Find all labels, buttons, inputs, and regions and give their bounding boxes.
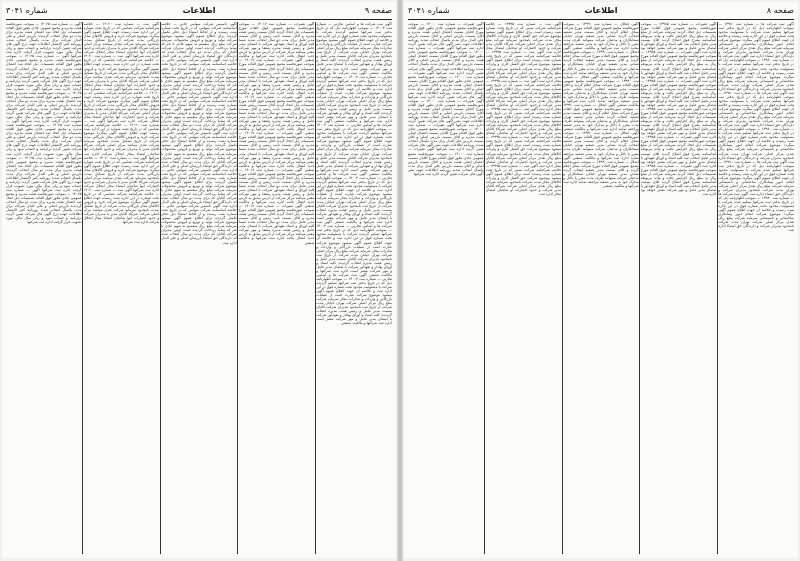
left-header-rule bbox=[6, 19, 392, 20]
center-gutter bbox=[397, 0, 403, 561]
left-newspaper-title: اطلاعات bbox=[182, 6, 216, 15]
column-separator bbox=[160, 22, 161, 554]
right-column-2 bbox=[641, 22, 717, 554]
column-separator bbox=[484, 22, 485, 554]
left-columns bbox=[6, 22, 392, 554]
left-issue-number: شماره ۳۰۴۱ bbox=[6, 6, 48, 15]
right-header-rule bbox=[408, 19, 794, 20]
right-page bbox=[404, 2, 798, 558]
left-column-2 bbox=[239, 22, 315, 554]
left-column-4 bbox=[84, 22, 160, 554]
right-page-header bbox=[408, 5, 794, 17]
right-column-3 bbox=[563, 22, 639, 554]
column-text: آگهی ثبت شرکت ها — شماره ثبت ۱۳۹۸۰ — بموجب اظهارنامه ذیل که در تاریخ بدفتر ثبت شرکتها تسلیم شده شرکت با مسئولیت محدود تحت شماره فوق در این اداره بثبت رسیده و خلاصه آن جهت اطلاع عموم آگهی میگردد موضوع شرکت انجام امور پیمانکاری ساختمانی و تاسیساتی سرمایه شرکت مبلغ ریال نقدی مرکز اصلی شرکت تهران مدت شرکت نامحدود مدیران شرکت و دارندگان حق امضاء اداره ثبت آگهی ثبت شرکت ها — شماره ثبت ۱۳۹۸۰ — بموجب اظهارنامه ذیل که در تاریخ بدفتر ثبت شرکتها تسلیم شده شرکت با مسئولیت محدود تحت شماره فوق در این اداره بثبت رسیده و خلاصه آن جهت اطلاع عموم آگهی میگردد موضوع شرکت انجام امور پیمانکاری ساختمانی و تاسیساتی سرمایه شرکت مبلغ ریال نقدی مرکز اصلی شرکت تهران مدت شرکت نامحدود مدیران شرکت و دارندگان حق امضاء اداره ثبت آگهی ثبت شرکت ها — شماره ثبت ۱۳۹۸۰ — بموجب اظهارنامه ذیل که در تاریخ بدفتر ثبت شرکتها تسلیم شده شرکت با مسئولیت محدود تحت شماره فوق در این اداره بثبت رسیده و خلاصه آن جهت اطلاع عموم آگهی میگردد موضوع شرکت انجام امور پیمانکاری ساختمانی و تاسیساتی سرمایه شرکت مبلغ ریال نقدی مرکز اصلی شرکت تهران مدت شرکت نامحدود مدیران شرکت و دارندگان حق امضاء اداره ثبت آگهی ثبت شرکت ها — شماره ثبت ۱۳۹۸۰ — بموجب اظهارنامه ذیل که در تاریخ بدفتر ثبت شرکتها تسلیم شده شرکت با مسئولیت محدود تحت شماره فوق در این اداره بثبت رسیده و خلاصه آن جهت اطلاع عموم آگهی میگردد موضوع شرکت انجام امور پیمانکاری ساختمانی و تاسیساتی سرمایه شرکت مبلغ ریال نقدی مرکز اصلی شرکت تهران مدت شرکت نامحدود مدیران شرکت و دارندگان حق امضاء اداره ثبت آگهی ثبت شرکت ها — شماره ثبت ۱۳۹۸۰ — بموجب اظهارنامه ذیل که در تاریخ بدفتر ثبت شرکتها تسلیم شده شرکت با مسئولیت محدود تحت شماره فوق در این اداره بثبت رسیده و خلاصه آن جهت اطلاع عموم آگهی میگردد موضوع شرکت انجام امور پیمانکاری ساختمانی و تاسیساتی سرمایه شرکت مبلغ ریال نقدی مرکز اصلی شرکت تهران مدت شرکت نامحدود مدیران شرکت و دارندگان حق امضاء اداره ثبت آگهی ثبت شرکت ها — شماره ثبت ۱۳۹۸۰ — بموجب اظهارنامه ذیل که در تاریخ بدفتر ثبت شرکتها تسلیم شده شرکت با مسئولیت محدود تحت شماره فوق در این اداره بثبت رسیده و خلاصه آن جهت اطلاع عموم آگهی میگردد موضوع شرکت انجام امور پیمانکاری ساختمانی و تاسیساتی سرمایه شرکت مبلغ ریال نقدی مرکز اصلی شرکت تهران مدت شرکت نامحدود مدیران شرکت و دارندگان حق امضاء اداره ثبت bbox=[718, 22, 794, 233]
column-separator bbox=[717, 22, 718, 554]
column-text: آگهی ثبت — شماره ثبت ۱۴۰۲۰ — خلاصه شرکتنامه شرکت تضامنی که در تاریخ تحت شماره در این اداره بثبت رسیده جهت اطلاع عموم آگهی میگردد موضوع شرکت خرید و فروش کالاهای مجاز بازرگانی مدت شرکت از تاریخ تشکیل بمدت نامحدود سرمایه شرکت نقدی میباشد مرکز اصلی شرکت شرکاء آقایان مدیر یا مدیران شرکت و حدود اختیارات آنها صاحبان امضاء مجاز انحلال شرکت اداره ثبت شرکتها آگهی ثبت — شماره ثبت ۱۴۰۲۰ — خلاصه شرکتنامه شرکت تضامنی که در تاریخ تحت شماره در این اداره بثبت رسیده جهت اطلاع عموم آگهی میگردد موضوع شرکت خرید و فروش کالاهای مجاز بازرگانی مدت شرکت از تاریخ تشکیل بمدت نامحدود سرمایه شرکت نقدی میباشد مرکز اصلی شرکت شرکاء آقایان مدیر یا مدیران شرکت و حدود اختیارات آنها صاحبان امضاء مجاز انحلال شرکت اداره ثبت شرکتها آگهی ثبت — شماره ثبت ۱۴۰۲۰ — خلاصه شرکتنامه شرکت تضامنی که در تاریخ تحت شماره در این اداره بثبت رسیده جهت اطلاع عموم آگهی میگردد موضوع شرکت خرید و فروش کالاهای مجاز بازرگانی مدت شرکت از تاریخ تشکیل بمدت نامحدود سرمایه شرکت نقدی میباشد مرکز اصلی شرکت شرکاء آقایان مدیر یا مدیران شرکت و حدود اختیارات آنها صاحبان امضاء مجاز انحلال شرکت اداره ثبت شرکتها آگهی ثبت — شماره ثبت ۱۴۰۲۰ — خلاصه شرکتنامه شرکت تضامنی که در تاریخ تحت شماره در این اداره بثبت رسیده جهت اطلاع عموم آگهی میگردد موضوع شرکت خرید و فروش کالاهای مجاز بازرگانی مدت شرکت از تاریخ تشکیل بمدت نامحدود سرمایه شرکت نقدی میباشد مرکز اصلی شرکت شرکاء آقایان مدیر یا مدیران شرکت و حدود اختیارات آنها صاحبان امضاء مجاز انحلال شرکت اداره ثبت شرکتها آگهی ثبت — شماره ثبت ۱۴۰۲۰ — خلاصه شرکتنامه شرکت تضامنی که در تاریخ تحت شماره در این اداره بثبت رسیده جهت اطلاع عموم آگهی میگردد موضوع شرکت خرید و فروش کالاهای مجاز بازرگانی مدت شرکت از تاریخ تشکیل بمدت نامحدود سرمایه شرکت نقدی میباشد مرکز اصلی شرکت شرکاء آقایان مدیر یا مدیران شرکت و حدود اختیارات آنها صاحبان امضاء مجاز انحلال شرکت اداره ثبت شرکتها آگهی ثبت — شماره ثبت ۱۴۰۲۰ — خلاصه شرکتنامه شرکت تضامنی که در تاریخ تحت شماره در این اداره بثبت رسیده جهت اطلاع عموم آگهی میگردد موضوع شرکت خرید و فروش کالاهای مجاز بازرگانی مدت شرکت از تاریخ تشکیل بمدت نامحدود سرمایه شرکت نقدی میباشد مرکز اصلی شرکت شرکاء آقایان مدیر یا مدیران شرکت و حدود اختیارات آنها صاحبان امضاء مجاز انحلال شرکت اداره ثبت شرکتها bbox=[83, 22, 160, 225]
column-text: آگهی — شماره ثبت ۱۴۰۲۵ — بموجب صورتجلسه هیئت مدیره و مجمع عمومی عادی بطور فوق العاده تصمیمات ذیل اتخاذ شد اعضای هیئت مدیره برای مدت دو سال انتخاب گردیدند بازرس اصلی و علی البدل شرکت برای مدت یکسال انتخاب شدند روزنامه کثیر الانتشار اطلاعات جهت درج آگهی های شرکت تعیین گردید ترازنامه و حساب سود و زیان سال مالی مورد تصویب قرار گرفت اداره ثبت شرکتها آگهی — شماره ثبت ۱۴۰۲۵ — بموجب صورتجلسه هیئت مدیره و مجمع عمومی عادی بطور فوق العاده تصمیمات ذیل اتخاذ شد اعضای هیئت مدیره برای مدت دو سال انتخاب گردیدند بازرس اصلی و علی البدل شرکت برای مدت یکسال انتخاب شدند روزنامه کثیر الانتشار اطلاعات جهت درج آگهی های شرکت تعیین گردید ترازنامه و حساب سود و زیان سال مالی مورد تصویب قرار گرفت اداره ثبت شرکتها آگهی — شماره ثبت ۱۴۰۲۵ — بموجب صورتجلسه هیئت مدیره و مجمع عمومی عادی بطور فوق العاده تصمیمات ذیل اتخاذ شد اعضای هیئت مدیره برای مدت دو سال انتخاب گردیدند بازرس اصلی و علی البدل شرکت برای مدت یکسال انتخاب شدند روزنامه کثیر الانتشار اطلاعات جهت درج آگهی های شرکت تعیین گردید ترازنامه و حساب سود و زیان سال مالی مورد تصویب قرار گرفت اداره ثبت شرکتها آگهی — شماره ثبت ۱۴۰۲۵ — بموجب صورتجلسه هیئت مدیره و مجمع عمومی عادی بطور فوق العاده تصمیمات ذیل اتخاذ شد اعضای هیئت مدیره برای مدت دو سال انتخاب گردیدند بازرس اصلی و علی البدل شرکت برای مدت یکسال انتخاب شدند روزنامه کثیر الانتشار اطلاعات جهت درج آگهی های شرکت تعیین گردید ترازنامه و حساب سود و زیان سال مالی مورد تصویب قرار گرفت اداره ثبت شرکتها آگهی — شماره ثبت ۱۴۰۲۵ — بموجب صورتجلسه هیئت مدیره و مجمع عمومی عادی بطور فوق العاده تصمیمات ذیل اتخاذ شد اعضای هیئت مدیره برای مدت دو سال انتخاب گردیدند بازرس اصلی و علی البدل شرکت برای مدت یکسال انتخاب شدند روزنامه کثیر الانتشار اطلاعات جهت درج آگهی های شرکت تعیین گردید ترازنامه و حساب سود و زیان سال مالی مورد تصویب قرار گرفت اداره ثبت شرکتها آگهی — شماره ثبت ۱۴۰۲۵ — بموجب صورتجلسه هیئت مدیره و مجمع عمومی عادی بطور فوق العاده تصمیمات ذیل اتخاذ شد اعضای هیئت مدیره برای مدت دو سال انتخاب گردیدند بازرس اصلی و علی البدل شرکت برای مدت یکسال انتخاب شدند روزنامه کثیر الانتشار اطلاعات جهت درج آگهی های شرکت تعیین گردید ترازنامه و حساب سود و زیان سال مالی مورد تصویب قرار گرفت اداره ثبت شرکتها bbox=[6, 22, 82, 225]
column-text: آگهی تأسیس شرکت سهامی خاص — خلاصه اساسنامه شرکت سهامی که در تاریخ تحت شماره بثبت رسیده و از لحاظ امضاء ذیل دفاتر تکمیل گردیده برای اطلاع عموم آگهی میشود موضوع شرکت تولید و توزیع و فروش محصولات سرمایه شرکت مبلغ ریال منقسم به سهم عادی با نام که تماما پرداخت گردیده است اولین مدیران شرکت آقایان که برای مدت دو سال انتخاب شده اند دارندگان حق امضاء بازرسان اصلی و علی البدل اداره ثبت آگهی تأسیس شرکت سهامی خاص — خلاصه اساسنامه شرکت سهامی که در تاریخ تحت شماره بثبت رسیده و از لحاظ امضاء ذیل دفاتر تکمیل گردیده برای اطلاع عموم آگهی میشود موضوع شرکت تولید و توزیع و فروش محصولات سرمایه شرکت مبلغ ریال منقسم به سهم عادی با نام که تماما پرداخت گردیده است اولین مدیران شرکت آقایان که برای مدت دو سال انتخاب شده اند دارندگان حق امضاء بازرسان اصلی و علی البدل اداره ثبت آگهی تأسیس شرکت سهامی خاص — خلاصه اساسنامه شرکت سهامی که در تاریخ تحت شماره بثبت رسیده و از لحاظ امضاء ذیل دفاتر تکمیل گردیده برای اطلاع عموم آگهی میشود موضوع شرکت تولید و توزیع و فروش محصولات سرمایه شرکت مبلغ ریال منقسم به سهم عادی با نام که تماما پرداخت گردیده است اولین مدیران شرکت آقایان که برای مدت دو سال انتخاب شده اند دارندگان حق امضاء بازرسان اصلی و علی البدل اداره ثبت آگهی تأسیس شرکت سهامی خاص — خلاصه اساسنامه شرکت سهامی که در تاریخ تحت شماره بثبت رسیده و از لحاظ امضاء ذیل دفاتر تکمیل گردیده برای اطلاع عموم آگهی میشود موضوع شرکت تولید و توزیع و فروش محصولات سرمایه شرکت مبلغ ریال منقسم به سهم عادی با نام که تماما پرداخت گردیده است اولین مدیران شرکت آقایان که برای مدت دو سال انتخاب شده اند دارندگان حق امضاء بازرسان اصلی و علی البدل اداره ثبت آگهی تأسیس شرکت سهامی خاص — خلاصه اساسنامه شرکت سهامی که در تاریخ تحت شماره بثبت رسیده و از لحاظ امضاء ذیل دفاتر تکمیل گردیده برای اطلاع عموم آگهی میشود موضوع شرکت تولید و توزیع و فروش محصولات سرمایه شرکت مبلغ ریال منقسم به سهم عادی با نام که تماما پرداخت گردیده است اولین مدیران شرکت آقایان که برای مدت دو سال انتخاب شده اند دارندگان حق امضاء بازرسان اصلی و علی البدل اداره ثبت آگهی تأسیس شرکت سهامی خاص — خلاصه اساسنامه شرکت سهامی که در تاریخ تحت شماره بثبت رسیده و از لحاظ امضاء ذیل دفاتر تکمیل گردیده برای اطلاع عموم آگهی میشود موضوع شرکت تولید و توزیع و فروش محصولات سرمایه شرکت مبلغ ریال منقسم به سهم عادی با نام که تماما پرداخت گردیده است اولین مدیران شرکت آقایان که برای مدت دو سال انتخاب شده اند دارندگان حق امضاء بازرسان اصلی و علی البدل اداره ثبت bbox=[161, 22, 237, 245]
column-separator bbox=[315, 22, 316, 554]
left-page-header bbox=[6, 5, 392, 17]
left-column-5 bbox=[6, 22, 82, 554]
column-separator bbox=[82, 22, 83, 554]
right-column-4 bbox=[486, 22, 562, 554]
column-separator bbox=[562, 22, 563, 554]
left-page-number: صفحه ۹ bbox=[364, 6, 392, 15]
right-newspaper-title: اطلاعات bbox=[584, 6, 618, 15]
column-separator bbox=[237, 22, 238, 554]
column-separator bbox=[639, 22, 640, 554]
column-text: آگهی تغییرات — شماره ثبت ۱۴۰۰۰ — بموجب صورتجلسه مجمع عمومی عادی بطور فوق العاده مورخ آقایان بسمت اعضای اصلی هیئت مدیره و آقای بسمت بازرس اصلی و آقای بسمت بازرس علی البدل برای مدت یکسال انتخاب شدند روزنامه اطلاعات جهت نشر آگهی های شرکت تعیین گردید اداره ثبت شرکتها آگهی تغییرات — شماره ثبت ۱۴۰۰۰ — بموجب صورتجلسه مجمع عمومی عادی بطور فوق العاده مورخ آقایان بسمت اعضای اصلی هیئت مدیره و آقای بسمت بازرس اصلی و آقای بسمت بازرس علی البدل برای مدت یکسال انتخاب شدند روزنامه اطلاعات جهت نشر آگهی های شرکت تعیین گردید اداره ثبت شرکتها آگهی تغییرات — شماره ثبت ۱۴۰۰۰ — بموجب صورتجلسه مجمع عمومی عادی بطور فوق العاده مورخ آقایان بسمت اعضای اصلی هیئت مدیره و آقای بسمت بازرس اصلی و آقای بسمت بازرس علی البدل برای مدت یکسال انتخاب شدند روزنامه اطلاعات جهت نشر آگهی های شرکت تعیین گردید اداره ثبت شرکتها آگهی تغییرات — شماره ثبت ۱۴۰۰۰ — بموجب صورتجلسه مجمع عمومی عادی بطور فوق العاده مورخ آقایان بسمت اعضای اصلی هیئت مدیره و آقای بسمت بازرس اصلی و آقای بسمت بازرس علی البدل برای مدت یکسال انتخاب شدند روزنامه اطلاعات جهت نشر آگهی های شرکت تعیین گردید اداره ثبت شرکتها آگهی تغییرات — شماره ثبت ۱۴۰۰۰ — بموجب صورتجلسه مجمع عمومی عادی بطور فوق العاده مورخ آقایان بسمت اعضای اصلی هیئت مدیره و آقای بسمت بازرس اصلی و آقای بسمت بازرس علی البدل برای مدت یکسال انتخاب شدند روزنامه اطلاعات جهت نشر آگهی های شرکت تعیین گردید اداره ثبت شرکتها آگهی تغییرات — شماره ثبت ۱۴۰۰۰ — بموجب صورتجلسه مجمع عمومی عادی بطور فوق العاده مورخ آقایان بسمت اعضای اصلی هیئت مدیره و آقای بسمت بازرس اصلی و آقای بسمت بازرس علی البدل برای مدت یکسال انتخاب شدند روزنامه اطلاعات جهت نشر آگهی های شرکت تعیین گردید اداره ثبت شرکتها bbox=[408, 22, 484, 176]
right-columns bbox=[408, 22, 794, 554]
column-text: آگهی ثبت — شماره ثبت ۱۳۹۹۵ — خلاصه شرکتنامه شرکت نسبی که در تاریخ تحت شماره بثبت رسیده است برای اطلاع عموم آگهی میشود موضوع شرکت حق العمل کاری و واردات کالاهای مجاز مدت شرکت نامحدود سرمایه شرکت مبلغ ریال نقدی مرکز اصلی شرکت شرکاء آقایان مدیر شرکت و حدود اختیارات او صاحبان امضای مجاز اداره ثبت آگهی ثبت — شماره ثبت ۱۳۹۹۵ — خلاصه شرکتنامه شرکت نسبی که در تاریخ تحت شماره بثبت رسیده است برای اطلاع عموم آگهی میشود موضوع شرکت حق العمل کاری و واردات کالاهای مجاز مدت شرکت نامحدود سرمایه شرکت مبلغ ریال نقدی مرکز اصلی شرکت شرکاء آقایان مدیر شرکت و حدود اختیارات او صاحبان امضای مجاز اداره ثبت آگهی ثبت — شماره ثبت ۱۳۹۹۵ — خلاصه شرکتنامه شرکت نسبی که در تاریخ تحت شماره بثبت رسیده است برای اطلاع عموم آگهی میشود موضوع شرکت حق العمل کاری و واردات کالاهای مجاز مدت شرکت نامحدود سرمایه شرکت مبلغ ریال نقدی مرکز اصلی شرکت شرکاء آقایان مدیر شرکت و حدود اختیارات او صاحبان امضای مجاز اداره ثبت آگهی ثبت — شماره ثبت ۱۳۹۹۵ — خلاصه شرکتنامه شرکت نسبی که در تاریخ تحت شماره بثبت رسیده است برای اطلاع عموم آگهی میشود موضوع شرکت حق العمل کاری و واردات کالاهای مجاز مدت شرکت نامحدود سرمایه شرکت مبلغ ریال نقدی مرکز اصلی شرکت شرکاء آقایان مدیر شرکت و حدود اختیارات او صاحبان امضای مجاز اداره ثبت آگهی ثبت — شماره ثبت ۱۳۹۹۵ — خلاصه شرکتنامه شرکت نسبی که در تاریخ تحت شماره بثبت رسیده است برای اطلاع عموم آگهی میشود موضوع شرکت حق العمل کاری و واردات کالاهای مجاز مدت شرکت نامحدود سرمایه شرکت مبلغ ریال نقدی مرکز اصلی شرکت شرکاء آقایان مدیر شرکت و حدود اختیارات او صاحبان امضای مجاز اداره ثبت آگهی ثبت — شماره ثبت ۱۳۹۹۵ — خلاصه شرکتنامه شرکت نسبی که در تاریخ تحت شماره بثبت رسیده است برای اطلاع عموم آگهی میشود موضوع شرکت حق العمل کاری و واردات کالاهای مجاز مدت شرکت نامحدود سرمایه شرکت مبلغ ریال نقدی مرکز اصلی شرکت شرکاء آقایان مدیر شرکت و حدود اختیارات او صاحبان امضای مجاز اداره ثبت bbox=[485, 22, 562, 196]
column-text: آگهی تغییرات — شماره ثبت ۱۴۰۱۷ — بموجب صورتجلسه مجمع عمومی فوق العاده مورخ تصمیمات ذیل اتخاذ گردید آقای بسمت رئیس هیئت مدیره و آقای بسمت نایب رئیس و آقای بسمت مدیر عامل برای مدت دو سال انتخاب شدند ضمنا کلیه اوراق و اسناد تعهدآور شرکت با امضای مدیر عامل و رئیس هیئت مدیره متفقا و مهر شرکت معتبر میباشد مرکز شرکت از آدرس سابق به آدرس جدید انتقال یافت اداره ثبت شرکتها و مالکیت صنعتی آگهی تغییرات — شماره ثبت ۱۴۰۱۷ — بموجب صورتجلسه مجمع عمومی فوق العاده مورخ تصمیمات ذیل اتخاذ گردید آقای بسمت رئیس هیئت مدیره و آقای بسمت نایب رئیس و آقای بسمت مدیر عامل برای مدت دو سال انتخاب شدند ضمنا کلیه اوراق و اسناد تعهدآور شرکت با امضای مدیر عامل و رئیس هیئت مدیره متفقا و مهر شرکت معتبر میباشد مرکز شرکت از آدرس سابق به آدرس جدید انتقال یافت اداره ثبت شرکتها و مالکیت صنعتی آگهی تغییرات — شماره ثبت ۱۴۰۱۷ — بموجب صورتجلسه مجمع عمومی فوق العاده مورخ تصمیمات ذیل اتخاذ گردید آقای بسمت رئیس هیئت مدیره و آقای بسمت نایب رئیس و آقای بسمت مدیر عامل برای مدت دو سال انتخاب شدند ضمنا کلیه اوراق و اسناد تعهدآور شرکت با امضای مدیر عامل و رئیس هیئت مدیره متفقا و مهر شرکت معتبر میباشد مرکز شرکت از آدرس سابق به آدرس جدید انتقال یافت اداره ثبت شرکتها و مالکیت صنعتی آگهی تغییرات — شماره ثبت ۱۴۰۱۷ — بموجب صورتجلسه مجمع عمومی فوق العاده مورخ تصمیمات ذیل اتخاذ گردید آقای بسمت رئیس هیئت مدیره و آقای بسمت نایب رئیس و آقای بسمت مدیر عامل برای مدت دو سال انتخاب شدند ضمنا کلیه اوراق و اسناد تعهدآور شرکت با امضای مدیر عامل و رئیس هیئت مدیره متفقا و مهر شرکت معتبر میباشد مرکز شرکت از آدرس سابق به آدرس جدید انتقال یافت اداره ثبت شرکتها و مالکیت صنعتی آگهی تغییرات — شماره ثبت ۱۴۰۱۷ — بموجب صورتجلسه مجمع عمومی فوق العاده مورخ تصمیمات ذیل اتخاذ گردید آقای بسمت رئیس هیئت مدیره و آقای بسمت نایب رئیس و آقای بسمت مدیر عامل برای مدت دو سال انتخاب شدند ضمنا کلیه اوراق و اسناد تعهدآور شرکت با امضای مدیر عامل و رئیس هیئت مدیره متفقا و مهر شرکت معتبر میباشد مرکز شرکت از آدرس سابق به آدرس جدید انتقال یافت اداره ثبت شرکتها و مالکیت صنعتی آگهی تغییرات — شماره ثبت ۱۴۰۱۷ — بموجب صورتجلسه مجمع عمومی فوق العاده مورخ تصمیمات ذیل اتخاذ گردید آقای بسمت رئیس هیئت مدیره و آقای بسمت نایب رئیس و آقای بسمت مدیر عامل برای مدت دو سال انتخاب شدند ضمنا کلیه اوراق و اسناد تعهدآور شرکت با امضای مدیر عامل و رئیس هیئت مدیره متفقا و مهر شرکت معتبر میباشد مرکز شرکت از آدرس سابق به آدرس جدید انتقال یافت اداره ثبت شرکتها و مالکیت صنعتی bbox=[238, 22, 315, 245]
left-column-1 bbox=[316, 22, 392, 554]
left-column-3 bbox=[161, 22, 237, 554]
right-column-5 bbox=[408, 22, 484, 554]
right-issue-number: شماره ۳۰۴۱ bbox=[408, 6, 450, 15]
column-text: آگهی ثبت شرکت ها و اسامی تجارتی — شماره ثبت ۱۴۰۰۳ — بموجب اظهارنامه ذیل که در تاریخ بدفتر ثبت شرکتها تسلیم گردیده شرکت با مسئولیت محدود تحت شماره فوق در این اداره ثبت و خلاصه آن جهت اطلاع عموم آگهی میشود موضوع شرکت عبارت است از عملیات بازرگانی و واردات و صادرات مجاز سرمایه شرکت مبلغ ریال مرکز اصلی شرکت تهران خیابان مدت شرکت از تاریخ ثبت نامحدود مدیران شرکت آقایان بسمت مدیر عامل و رئیس هیئت مدیره انتخاب گردیدند کلیه اسناد و اوراق بهادار و تعهدآور شرکت با امضای مدیر عامل و مهر شرکت معتبر است اداره ثبت شرکتها و مالکیت صنعتی آگهی ثبت شرکت ها و اسامی تجارتی — شماره ثبت ۱۴۰۰۳ — بموجب اظهارنامه ذیل که در تاریخ بدفتر ثبت شرکتها تسلیم گردیده شرکت با مسئولیت محدود تحت شماره فوق در این اداره ثبت و خلاصه آن جهت اطلاع عموم آگهی میشود موضوع شرکت عبارت است از عملیات بازرگانی و واردات و صادرات مجاز سرمایه شرکت مبلغ ریال مرکز اصلی شرکت تهران خیابان مدت شرکت از تاریخ ثبت نامحدود مدیران شرکت آقایان بسمت مدیر عامل و رئیس هیئت مدیره انتخاب گردیدند کلیه اسناد و اوراق بهادار و تعهدآور شرکت با امضای مدیر عامل و مهر شرکت معتبر است اداره ثبت شرکتها و مالکیت صنعتی آگهی ثبت شرکت ها و اسامی تجارتی — شماره ثبت ۱۴۰۰۳ — بموجب اظهارنامه ذیل که در تاریخ بدفتر ثبت شرکتها تسلیم گردیده شرکت با مسئولیت محدود تحت شماره فوق در این اداره ثبت و خلاصه آن جهت اطلاع عموم آگهی میشود موضوع شرکت عبارت است از عملیات بازرگانی و واردات و صادرات مجاز سرمایه شرکت مبلغ ریال مرکز اصلی شرکت تهران خیابان مدت شرکت از تاریخ ثبت نامحدود مدیران شرکت آقایان بسمت مدیر عامل و رئیس هیئت مدیره انتخاب گردیدند کلیه اسناد و اوراق بهادار و تعهدآور شرکت با امضای مدیر عامل و مهر شرکت معتبر است اداره ثبت شرکتها و مالکیت صنعتی آگهی ثبت شرکت ها و اسامی تجارتی — شماره ثبت ۱۴۰۰۳ — بموجب اظهارنامه ذیل که در تاریخ بدفتر ثبت شرکتها تسلیم گردیده شرکت با مسئولیت محدود تحت شماره فوق در این اداره ثبت و خلاصه آن جهت اطلاع عموم آگهی میشود موضوع شرکت عبارت است از عملیات بازرگانی و واردات و صادرات مجاز سرمایه شرکت مبلغ ریال مرکز اصلی شرکت تهران خیابان مدت شرکت از تاریخ ثبت نامحدود مدیران شرکت آقایان بسمت مدیر عامل و رئیس هیئت مدیره انتخاب گردیدند کلیه اسناد و اوراق بهادار و تعهدآور شرکت با امضای مدیر عامل و مهر شرکت معتبر است اداره ثبت شرکتها و مالکیت صنعتی آگهی ثبت شرکت ها و اسامی تجارتی — شماره ثبت ۱۴۰۰۳ — بموجب اظهارنامه ذیل که در تاریخ بدفتر ثبت شرکتها تسلیم گردیده شرکت با مسئولیت محدود تحت شماره فوق در این اداره ثبت و خلاصه آن جهت اطلاع عموم آگهی میشود موضوع شرکت عبارت است از عملیات بازرگانی و واردات و صادرات مجاز سرمایه شرکت مبلغ ریال مرکز اصلی شرکت تهران خیابان مدت شرکت از تاریخ ثبت نامحدود مدیران شرکت آقایان بسمت مدیر عامل و رئیس هیئت مدیره انتخاب گردیدند کلیه اسناد و اوراق بهادار و تعهدآور شرکت با امضای مدیر عامل و مهر شرکت معتبر است اداره ثبت شرکتها و مالکیت صنعتی آگهی ثبت شرکت ها و اسامی تجارتی — شماره ثبت ۱۴۰۰۳ — بموجب اظهارنامه ذیل که در تاریخ بدفتر ثبت شرکتها تسلیم گردیده شرکت با مسئولیت محدود تحت شماره فوق در این اداره ثبت و خلاصه آن جهت اطلاع عموم آگهی میشود موضوع شرکت عبارت است از عملیات بازرگانی و واردات و صادرات مجاز سرمایه شرکت مبلغ ریال مرکز اصلی شرکت تهران خیابان مدت شرکت از تاریخ ثبت نامحدود مدیران شرکت آقایان بسمت مدیر عامل و رئیس هیئت مدیره انتخاب گردیدند کلیه اسناد و اوراق بهادار و تعهدآور شرکت با امضای مدیر عامل و مهر شرکت معتبر است اداره ثبت شرکتها و مالکیت صنعتی bbox=[316, 22, 392, 326]
right-column-1 bbox=[718, 22, 794, 554]
left-page bbox=[2, 2, 396, 558]
column-text: آگهی انحلال — شماره ثبت ۱۳۹۹۰ — بموجب صورتجلسه مجمع عمومی فوق العاده مورخ شرکت منحل اعلام گردید و آقای بسمت مدیر تصفیه انتخاب گردید نشانی مدیر تصفیه تهران خیابان بستانکاران و مدعیان شرکت میتوانند ظرف مدت مقرر با دلائل و مدارک خود به مدیر تصفیه مراجعه نمایند اداره ثبت شرکتها و مالکیت صنعتی آگهی انحلال — شماره ثبت ۱۳۹۹۰ — بموجب صورتجلسه مجمع عمومی فوق العاده مورخ شرکت منحل اعلام گردید و آقای بسمت مدیر تصفیه انتخاب گردید نشانی مدیر تصفیه تهران خیابان بستانکاران و مدعیان شرکت میتوانند ظرف مدت مقرر با دلائل و مدارک خود به مدیر تصفیه مراجعه نمایند اداره ثبت شرکتها و مالکیت صنعتی آگهی انحلال — شماره ثبت ۱۳۹۹۰ — بموجب صورتجلسه مجمع عمومی فوق العاده مورخ شرکت منحل اعلام گردید و آقای بسمت مدیر تصفیه انتخاب گردید نشانی مدیر تصفیه تهران خیابان بستانکاران و مدعیان شرکت میتوانند ظرف مدت مقرر با دلائل و مدارک خود به مدیر تصفیه مراجعه نمایند اداره ثبت شرکتها و مالکیت صنعتی آگهی انحلال — شماره ثبت ۱۳۹۹۰ — بموجب صورتجلسه مجمع عمومی فوق العاده مورخ شرکت منحل اعلام گردید و آقای بسمت مدیر تصفیه انتخاب گردید نشانی مدیر تصفیه تهران خیابان بستانکاران و مدعیان شرکت میتوانند ظرف مدت مقرر با دلائل و مدارک خود به مدیر تصفیه مراجعه نمایند اداره ثبت شرکتها و مالکیت صنعتی آگهی انحلال — شماره ثبت ۱۳۹۹۰ — بموجب صورتجلسه مجمع عمومی فوق العاده مورخ شرکت منحل اعلام گردید و آقای بسمت مدیر تصفیه انتخاب گردید نشانی مدیر تصفیه تهران خیابان بستانکاران و مدعیان شرکت میتوانند ظرف مدت مقرر با دلائل و مدارک خود به مدیر تصفیه مراجعه نمایند اداره ثبت شرکتها و مالکیت صنعتی آگهی انحلال — شماره ثبت ۱۳۹۹۰ — بموجب صورتجلسه مجمع عمومی فوق العاده مورخ شرکت منحل اعلام گردید و آقای بسمت مدیر تصفیه انتخاب گردید نشانی مدیر تصفیه تهران خیابان بستانکاران و مدعیان شرکت میتوانند ظرف مدت مقرر با دلائل و مدارک خود به مدیر تصفیه مراجعه نمایند اداره ثبت شرکتها و مالکیت صنعتی bbox=[563, 22, 639, 188]
column-text: آگهی تغییرات — شماره ثبت ۱۳۹۸۵ — بموجب صورتجلسه مجمع عمومی فوق العاده مورخ تصمیمات ذیل اتخاذ گردید سرمایه شرکت از مبلغ ریال به مبلغ ریال افزایش یافت و ماده مربوطه اساسنامه بشرح فوق اصلاح گردید آقای بسمت مدیر عامل انتخاب شد کلیه اسناد و اوراق تعهدآور با امضای مدیر عامل و مهر شرکت معتبر خواهد بود اداره ثبت آگهی تغییرات — شماره ثبت ۱۳۹۸۵ — بموجب صورتجلسه مجمع عمومی فوق العاده مورخ تصمیمات ذیل اتخاذ گردید سرمایه شرکت از مبلغ ریال به مبلغ ریال افزایش یافت و ماده مربوطه اساسنامه بشرح فوق اصلاح گردید آقای بسمت مدیر عامل انتخاب شد کلیه اسناد و اوراق تعهدآور با امضای مدیر عامل و مهر شرکت معتبر خواهد بود اداره ثبت آگهی تغییرات — شماره ثبت ۱۳۹۸۵ — بموجب صورتجلسه مجمع عمومی فوق العاده مورخ تصمیمات ذیل اتخاذ گردید سرمایه شرکت از مبلغ ریال به مبلغ ریال افزایش یافت و ماده مربوطه اساسنامه بشرح فوق اصلاح گردید آقای بسمت مدیر عامل انتخاب شد کلیه اسناد و اوراق تعهدآور با امضای مدیر عامل و مهر شرکت معتبر خواهد بود اداره ثبت آگهی تغییرات — شماره ثبت ۱۳۹۸۵ — بموجب صورتجلسه مجمع عمومی فوق العاده مورخ تصمیمات ذیل اتخاذ گردید سرمایه شرکت از مبلغ ریال به مبلغ ریال افزایش یافت و ماده مربوطه اساسنامه بشرح فوق اصلاح گردید آقای بسمت مدیر عامل انتخاب شد کلیه اسناد و اوراق تعهدآور با امضای مدیر عامل و مهر شرکت معتبر خواهد بود اداره ثبت آگهی تغییرات — شماره ثبت ۱۳۹۸۵ — بموجب صورتجلسه مجمع عمومی فوق العاده مورخ تصمیمات ذیل اتخاذ گردید سرمایه شرکت از مبلغ ریال به مبلغ ریال افزایش یافت و ماده مربوطه اساسنامه بشرح فوق اصلاح گردید آقای بسمت مدیر عامل انتخاب شد کلیه اسناد و اوراق تعهدآور با امضای مدیر عامل و مهر شرکت معتبر خواهد بود اداره ثبت آگهی تغییرات — شماره ثبت ۱۳۹۸۵ — بموجب صورتجلسه مجمع عمومی فوق العاده مورخ تصمیمات ذیل اتخاذ گردید سرمایه شرکت از مبلغ ریال به مبلغ ریال افزایش یافت و ماده مربوطه اساسنامه بشرح فوق اصلاح گردید آقای بسمت مدیر عامل انتخاب شد کلیه اسناد و اوراق تعهدآور با امضای مدیر عامل و مهر شرکت معتبر خواهد بود اداره ثبت bbox=[640, 22, 717, 196]
right-page-number: صفحه ۸ bbox=[766, 6, 794, 15]
